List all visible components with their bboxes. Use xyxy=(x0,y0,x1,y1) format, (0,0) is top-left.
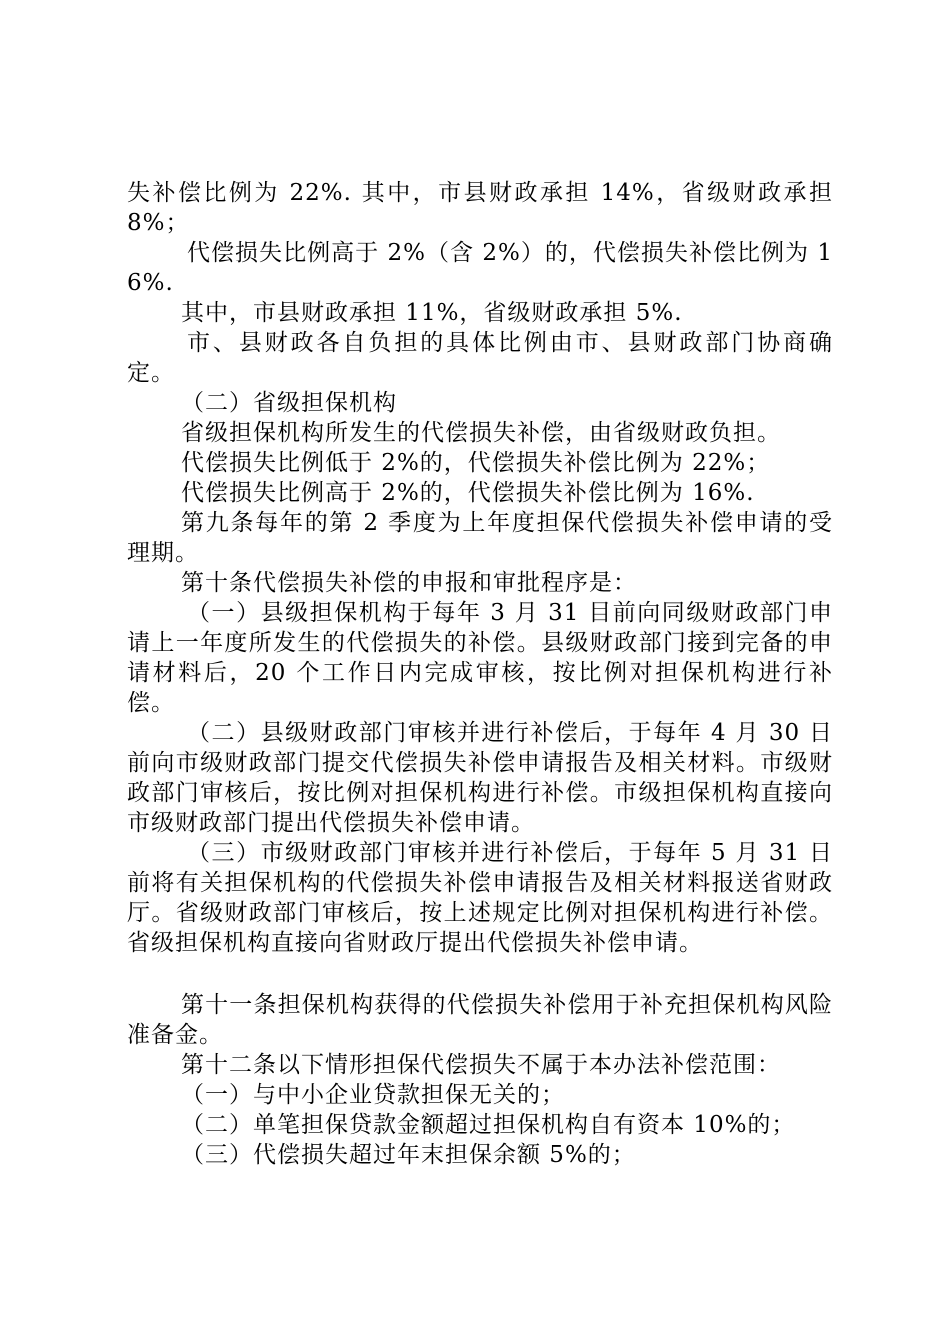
paragraph: 市、县财政各自负担的具体比例由市、县财政部门协商确定。 xyxy=(127,330,833,386)
paragraph-gap xyxy=(127,958,833,990)
paragraph: 省级担保机构所发生的代偿损失补偿，由省级财政负担。 xyxy=(181,420,781,446)
paragraph: 其中，市县财政承担 11%，省级财政承担 5%. xyxy=(181,300,683,326)
paragraph: 代偿损失比例高于 2%（含 2%）的，代偿损失补偿比例为 16%. xyxy=(127,240,833,296)
paragraph: （三）市级财政部门审核并进行补偿后，于每年 5 月 31 日前将有关担保机构的代偿损失补偿申请报告及相关材料报送省财政厅。省级财政部门审核后，按上述规定比例对担保机构进行补偿。省级担保机构直接向省财政厅提出代偿损失补偿申请。 xyxy=(127,840,833,956)
paragraph: （二）县级财政部门审核并进行补偿后，于每年 4 月 30 日前向市级财政部门提交代偿损失补偿申请报告及相关材料。市级财政部门审核后，按比例对担保机构进行补偿。市级担保机构直接向市级财政部门提出代偿损失补偿申请。 xyxy=(127,720,833,836)
list-item: （一）与中小企业贷款担保无关的； xyxy=(181,1082,565,1108)
section-heading: （二）省级担保机构 xyxy=(181,390,397,416)
document-body xyxy=(127,178,833,1170)
list-item: （二）单笔担保贷款金额超过担保机构自有资本 10%的； xyxy=(181,1112,796,1138)
paragraph: 代偿损失比例高于 2%的，代偿损失补偿比例为 16%. xyxy=(181,480,755,506)
paragraph: （一）县级担保机构于每年 3 月 31 目前向同级财政部门申请上一年度所发生的代偿损失的补偿。县级财政部门接到完备的申请材料后，20 个工作日内完成审核，按比例对担保机构进行补偿。 xyxy=(127,600,833,716)
list-item: （三）代偿损失超过年末担保余额 5%的； xyxy=(181,1142,636,1168)
article-nine: 第九条每年的第 2 季度为上年度担保代偿损失补偿申请的受理期。 xyxy=(127,510,833,566)
article-ten: 第十条代偿损失补偿的申报和审批程序是： xyxy=(181,570,637,596)
paragraph: 代偿损失比例低于 2%的，代偿损失补偿比例为 22%； xyxy=(181,450,771,476)
paragraph: 失补偿比例为 22%. 其中，市县财政承担 14%，省级财政承担 8%； xyxy=(127,180,833,236)
article-twelve: 第十二条以下情形担保代偿损失不属于本办法补偿范围： xyxy=(181,1052,781,1078)
article-eleven: 第十一条担保机构获得的代偿损失补偿用于补充担保机构风险准备金。 xyxy=(127,992,833,1048)
